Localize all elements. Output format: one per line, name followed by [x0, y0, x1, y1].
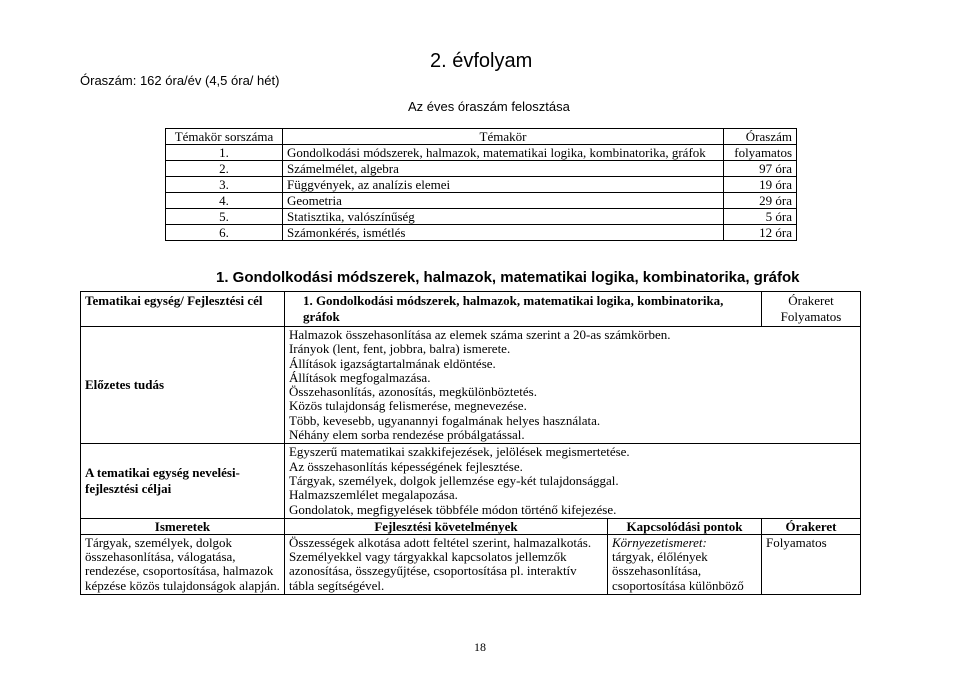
- table-row: [166, 145, 797, 161]
- knowledge-cell: [81, 534, 285, 594]
- col-topic-header: Témakör: [283, 129, 724, 145]
- goals-row: [81, 444, 861, 518]
- list-item: Az összehasonlítás képességének fejlesztése.: [288, 458, 523, 474]
- prior-knowledge-label: Előzetes tudás: [81, 327, 285, 444]
- list-item: Gondolatok, megfigyelések többféle módon történő kifejezése.: [288, 501, 617, 517]
- col-links-header: Kapcsolódási pontok: [608, 518, 762, 534]
- topic-name: Geometria: [283, 193, 724, 209]
- annual-hours: Óraszám: 162 óra/év (4,5 óra/ hét): [80, 73, 280, 88]
- list-item: Több, kevesebb, ugyanannyi fogalmának helyes használata.: [288, 412, 601, 428]
- requirements-cell: [284, 534, 607, 594]
- table-row: [166, 177, 797, 193]
- prior-knowledge-row: [81, 327, 861, 444]
- row-hours-cell: [762, 534, 861, 594]
- topic-hours: 97 óra: [724, 161, 797, 177]
- link-line: csoportosítása különböző: [612, 577, 744, 593]
- distribution-title: Az éves óraszám felosztása: [408, 99, 570, 114]
- col-hours-header: Órakeret: [762, 518, 861, 534]
- topic-hours: folyamatos: [724, 145, 797, 161]
- col-number-header: Témakör sorszáma: [166, 129, 283, 145]
- knowledge-line: képzése közös tulajdonságok alapján.: [85, 577, 280, 593]
- grade-title: 2. évfolyam: [430, 50, 533, 72]
- topic-number: 2.: [166, 161, 283, 177]
- col-requirements-header: Fejlesztési követelmények: [284, 518, 607, 534]
- links-cell: [608, 534, 762, 594]
- topic-name: Számonkérés, ismétlés: [283, 225, 724, 241]
- topic-hours: 19 óra: [724, 177, 797, 193]
- unit-hours-cell: [762, 292, 861, 327]
- topic-hours: 5 óra: [724, 209, 797, 225]
- topic-name: Függvények, az analízis elemei: [283, 177, 724, 193]
- link-line: összehasonlítása,: [612, 563, 702, 579]
- row-hours-value: Folyamatos: [766, 534, 827, 550]
- knowledge-line: Tárgyak, személyek, dolgok: [85, 534, 233, 550]
- section-title: 1. Gondolkodási módszerek, halmazok, matematikai logika, kombinatorika, gráfok: [216, 269, 800, 286]
- list-item: Állítások igazságtartalmának eldöntése.: [288, 355, 496, 371]
- requirement-line: Összességek alkotása adott feltétel szerint, halmazalkotás.: [288, 534, 592, 550]
- table-row: [166, 225, 797, 241]
- page-number: 18: [474, 640, 486, 654]
- table-row: [166, 209, 797, 225]
- goals-list: [284, 444, 860, 518]
- topics-table: [165, 128, 797, 241]
- topic-hours: 29 óra: [724, 193, 797, 209]
- list-item: Egyszerű matematikai szakkifejezések, jelölések megismertetése.: [288, 444, 630, 460]
- topic-number: 6.: [166, 225, 283, 241]
- topic-number: 5.: [166, 209, 283, 225]
- topic-name: Statisztika, valószínűség: [283, 209, 724, 225]
- knowledge-line: összehasonlítása, válogatása,: [85, 549, 236, 565]
- goals-label: A tematikai egység nevelési-fejlesztési céljai: [81, 444, 285, 518]
- requirement-line: Személyekkel vagy tárgyakkal kapcsolatos jellemzők: [288, 549, 567, 565]
- link-line: tárgyak, élőlények: [612, 549, 708, 565]
- list-item: Közös tulajdonság felismerése, megnevezése.: [288, 398, 527, 414]
- table-row: [166, 161, 797, 177]
- topic-hours: 12 óra: [724, 225, 797, 241]
- list-item: Összehasonlítás, azonosítás, megkülönböztetés.: [288, 384, 537, 400]
- topic-number: 3.: [166, 177, 283, 193]
- prior-knowledge-list: [284, 327, 860, 444]
- requirement-line: tábla segítségével.: [288, 577, 385, 593]
- unit-detail-table: [80, 291, 861, 595]
- unit-row: [81, 292, 861, 327]
- topic-name: Gondolkodási módszerek, halmazok, matematikai logika, kombinatorika, gráfok: [283, 145, 724, 161]
- list-item: Halmazszemlélet megalapozása.: [288, 487, 458, 503]
- topic-number: 4.: [166, 193, 283, 209]
- unit-title: 1. Gondolkodási módszerek, halmazok, matematikai logika, kombinatorika, gráfok: [284, 292, 761, 327]
- list-item: Állítások megfogalmazása.: [288, 369, 431, 385]
- col-knowledge-header: Ismeretek: [81, 518, 285, 534]
- list-item: Halmazok összehasonlítása az elemek száma szerint a 20-as számkörben.: [288, 327, 671, 342]
- columns-header-row: [81, 518, 861, 534]
- unit-hours-label: Órakeret: [788, 293, 834, 308]
- requirement-line: azonosítása, összegyűjtése, csoportosítása pl. interaktív: [288, 563, 577, 579]
- list-item: Tárgyak, személyek, dolgok jellemzése egy-két tulajdonsággal.: [288, 472, 619, 488]
- topic-number: 1.: [166, 145, 283, 161]
- links-title: Környezetismeret:: [612, 534, 707, 550]
- content-row: [81, 534, 861, 594]
- list-item: Néhány elem sorba rendezése próbálgatással.: [288, 427, 525, 443]
- knowledge-line: rendezése, csoportosítása, halmazok: [85, 563, 274, 579]
- list-item: Irányok (lent, fent, jobbra, balra) ismerete.: [288, 341, 511, 357]
- unit-label: Tematikai egység/ Fejlesztési cél: [81, 292, 285, 327]
- topic-name: Számelmélet, algebra: [283, 161, 724, 177]
- topics-header-row: [166, 129, 797, 145]
- table-row: [166, 193, 797, 209]
- col-hours-header: Óraszám: [724, 129, 797, 145]
- unit-hours-value: Folyamatos: [780, 309, 842, 324]
